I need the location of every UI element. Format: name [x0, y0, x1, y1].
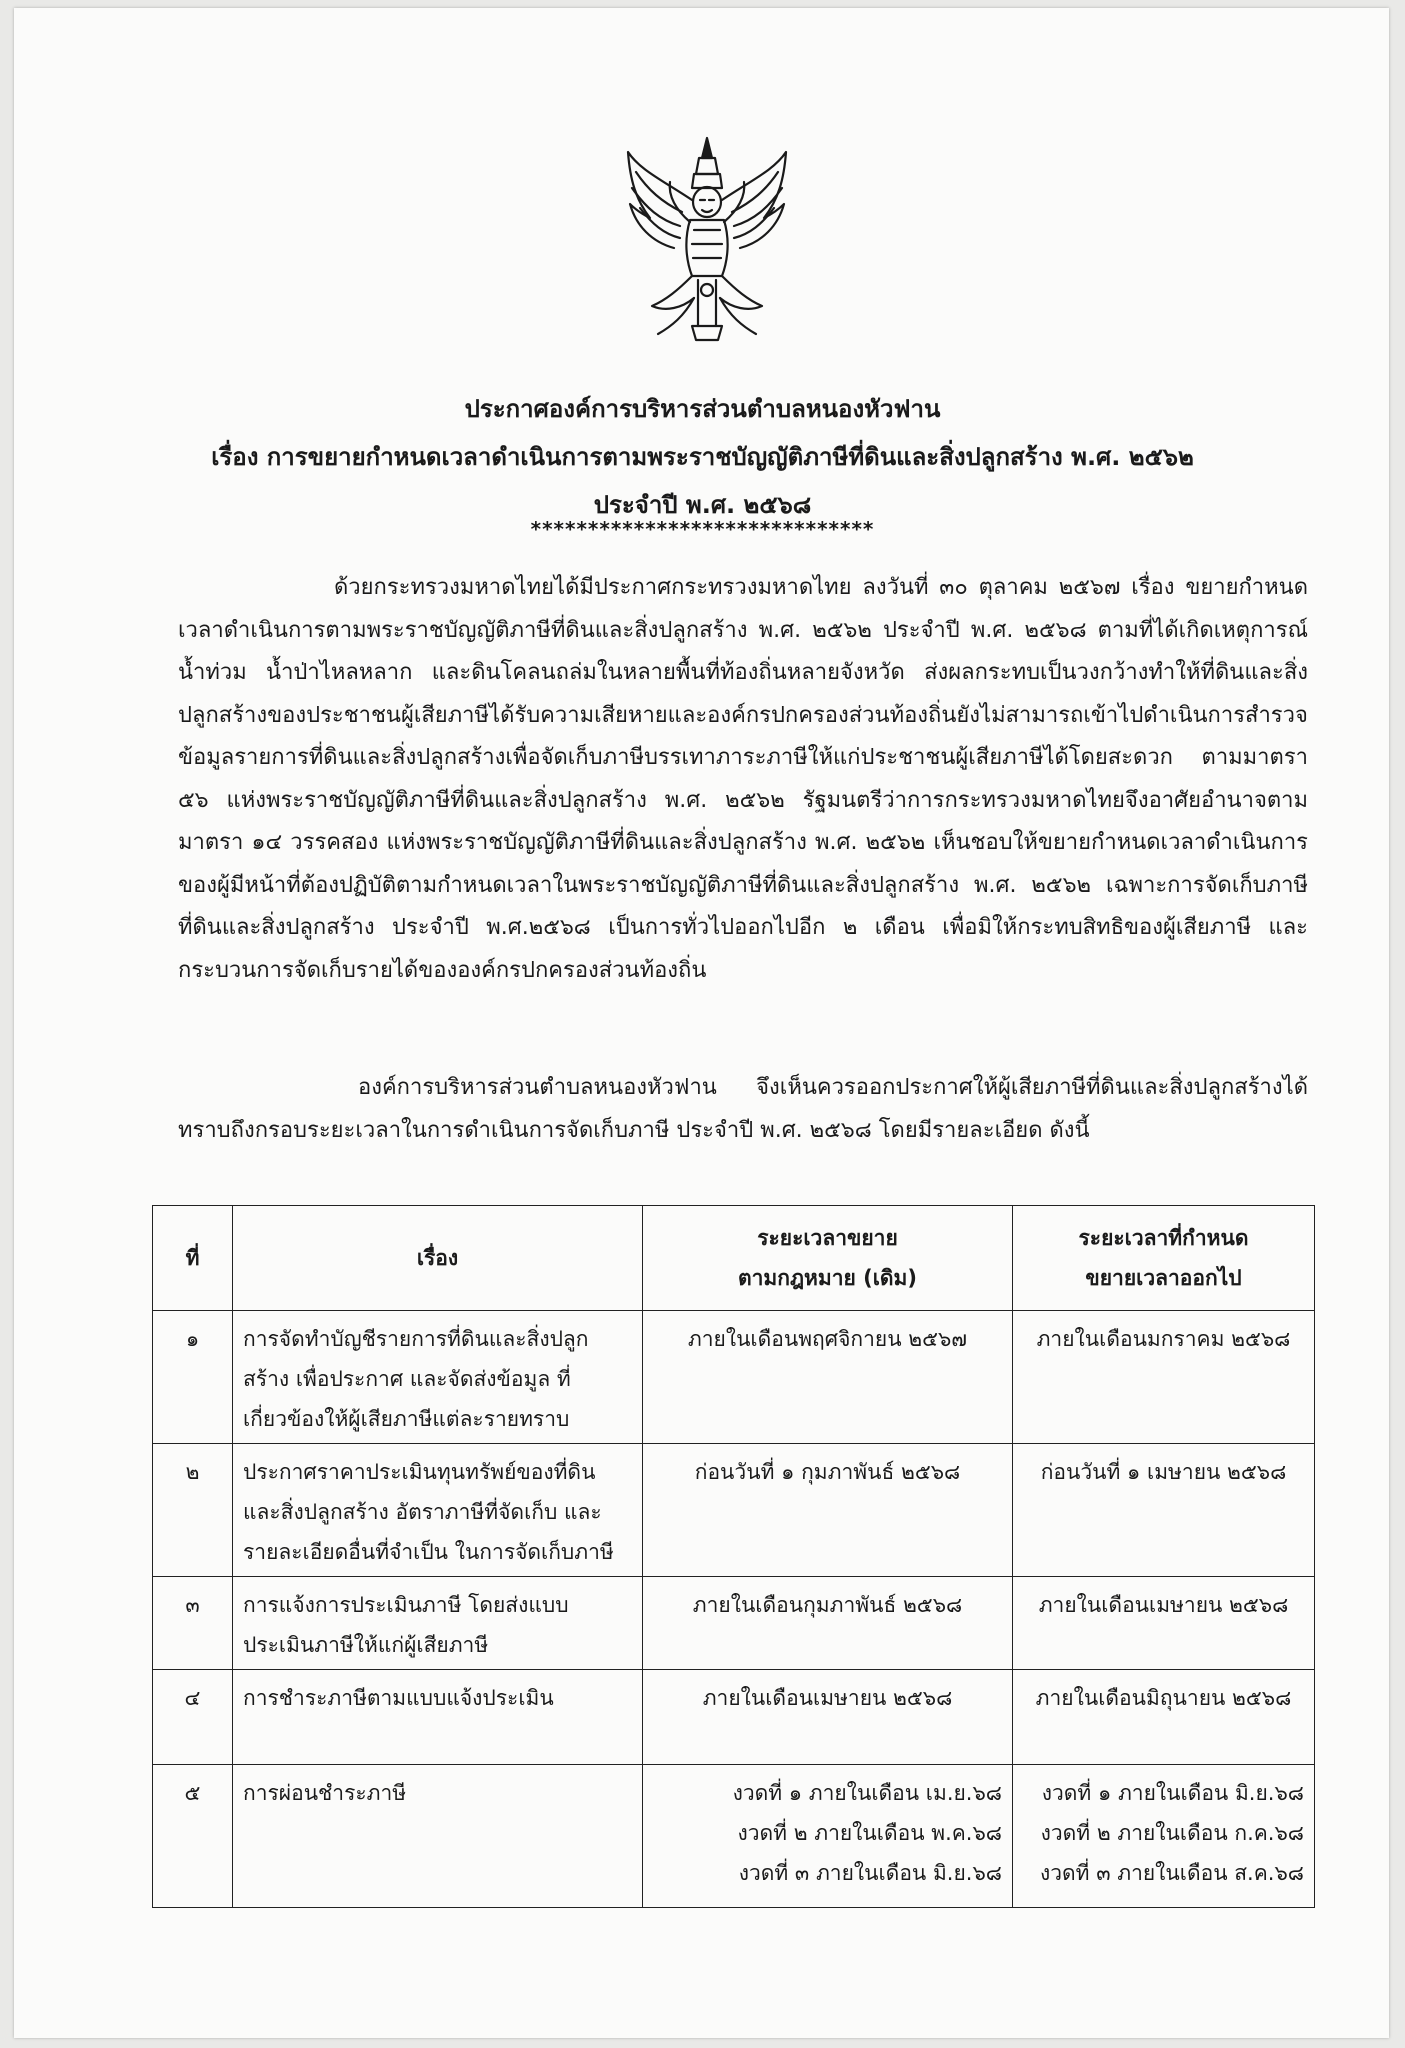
table-row	[153, 1444, 1315, 1577]
garuda-emblem-icon	[622, 130, 792, 345]
row-subject: การผ่อนชำระภาษี	[233, 1765, 643, 1908]
row-subject: การแจ้งการประเมินภาษี โดยส่งแบบประเมินภาษีให้แก่ผู้เสียภาษี	[233, 1577, 643, 1670]
table-header-row	[153, 1206, 1315, 1311]
installment-line: งวดที่ ๒ ภายในเดือน ก.ค.๖๘	[1040, 1821, 1304, 1845]
row-subject: ประกาศราคาประเมินทุนทรัพย์ของที่ดินและสิ่งปลูกสร้าง อัตราภาษีที่จัดเก็บ และรายละเอียดอื่นที่จำเป็น ในการจัดเก็บภาษี	[233, 1444, 643, 1577]
col-header-legal-line1: ระยะเวลาขยาย	[757, 1226, 898, 1250]
table-row	[153, 1311, 1315, 1444]
col-header-no: ที่	[153, 1206, 233, 1311]
installment-line: งวดที่ ๒ ภายในเดือน พ.ค.๖๘	[737, 1821, 1002, 1845]
row-number: ๕	[153, 1765, 233, 1908]
row-legal-installments	[643, 1765, 1013, 1908]
row-extended-deadline: ภายในเดือนมกราคม ๒๕๖๘	[1013, 1311, 1315, 1444]
body-paragraph-2: องค์การบริหารส่วนตำบลหนองหัวฟาน จึงเห็นควรออกประกาศให้ผู้เสียภาษีที่ดินและสิ่งปลูกสร้างได้ทราบถึงกรอบระยะเวลาในการดำเนินการจัดเก็บภาษี ประจำปี พ.ศ. ๒๕๖๘ โดยมีรายละเอียด ดังนี้	[178, 1075, 1308, 1143]
body-paragraph-1: ด้วยกระทรวงมหาดไทยได้มีประกาศกระทรวงมหาดไทย ลงวันที่ ๓๐ ตุลาคม ๒๕๖๗ เรื่อง ขยายกำหนดเวลาดำเนินการตามพระราชบัญญัติภาษีที่ดินและสิ่งปลูกสร้าง พ.ศ. ๒๕๖๒ ประจำปี พ.ศ. ๒๕๖๘ ตามที่ได้เกิดเหตุการณ์น้ำท่วม น้ำป่าไหลหลาก และดินโคลนถล่มในหลายพื้นที่ท้องถิ่นหลายจังหวัด ส่งผลกระทบเป็นวงกว้างทำให้ที่ดินและสิ่งปลูกสร้างของประชาชนผู้เสียภาษีได้รับความเสียหายและองค์กรปกครองส่วนท้องถิ่นยังไม่สามารถเข้าไปดำเนินการสำรวจข้อมูลรายการที่ดินและสิ่งปลูกสร้างเพื่อจัดเก็บภาษีบรรเทาภาระภาษีให้แก่ประชาชนผู้เสียภาษีได้โดยสะดวก ตามมาตรา ๕๖ แห่งพระราชบัญญัติภาษีที่ดินและสิ่งปลูกสร้าง พ.ศ. ๒๕๖๒ รัฐมนตรีว่าการกระทรวงมหาดไทยจึงอาศัยอำนาจตามมาตรา ๑๔ วรรคสอง แห่งพระราชบัญญัติภาษีที่ดินและสิ่งปลูกสร้าง พ.ศ. ๒๕๖๒ เห็นชอบให้ขยายกำหนดเวลาดำเนินการของผู้มีหน้าที่ต้องปฏิบัติตามกำหนดเวลาในพระราชบัญญัติภาษีที่ดินและสิ่งปลูกสร้าง พ.ศ. ๒๕๖๒ เฉพาะการจัดเก็บภาษีที่ดินและสิ่งปลูกสร้าง ประจำปี พ.ศ.๒๕๖๘ เป็นการทั่วไปออกไปอีก ๒ เดือน เพื่อมิให้กระทบสิทธิของผู้เสียภาษี และกระบวนการจัดเก็บรายได้ขององค์กรปกครองส่วนท้องถิ่น	[178, 575, 1308, 983]
row-extended-deadline: ก่อนวันที่ ๑ เมษายน ๒๕๖๘	[1013, 1444, 1315, 1577]
col-header-legal	[643, 1206, 1013, 1311]
row-extended-installments	[1013, 1765, 1315, 1908]
row-extended-deadline: ภายในเดือนมิถุนายน ๒๕๖๘	[1013, 1670, 1315, 1765]
row-legal-deadline: ภายในเดือนกุมภาพันธ์ ๒๕๖๘	[643, 1577, 1013, 1670]
row-legal-deadline: ก่อนวันที่ ๑ กุมภาพันธ์ ๒๕๖๘	[643, 1444, 1013, 1577]
schedule-table	[152, 1205, 1315, 1908]
row-legal-deadline: ภายในเดือนพฤศจิกายน ๒๕๖๗	[643, 1311, 1013, 1444]
row-number: ๓	[153, 1577, 233, 1670]
installment-line: งวดที่ ๓ ภายในเดือน มิ.ย.๖๘	[738, 1861, 1002, 1885]
separator-asterisks: ******************************	[530, 517, 875, 541]
installment-line: งวดที่ ๓ ภายในเดือน ส.ค.๖๘	[1040, 1861, 1304, 1885]
announcement-year: ประจำปี พ.ศ. ๒๕๖๘	[593, 491, 812, 519]
announcement-subject: เรื่อง การขยายกำหนดเวลาดำเนินการตามพระราชบัญญัติภาษีที่ดินและสิ่งปลูกสร้าง พ.ศ. ๒๕๖๒	[211, 443, 1194, 471]
row-legal-deadline: ภายในเดือนเมษายน ๒๕๖๘	[643, 1670, 1013, 1765]
row-number: ๑	[153, 1311, 233, 1444]
col-header-extended-line1: ระยะเวลาที่กำหนด	[1078, 1226, 1249, 1250]
table-row	[153, 1670, 1315, 1765]
row-subject: การชำระภาษีตามแบบแจ้งประเมิน	[233, 1670, 643, 1765]
col-header-legal-line2: ตามกฎหมาย (เดิม)	[737, 1266, 918, 1290]
row-subject: การจัดทำบัญชีรายการที่ดินและสิ่งปลูกสร้าง เพื่อประกาศ และจัดส่งข้อมูล ที่เกี่ยวข้องให้ผู้เสียภาษีแต่ละรายทราบ	[233, 1311, 643, 1444]
col-header-extended	[1013, 1206, 1315, 1311]
installment-line: งวดที่ ๑ ภายในเดือน มิ.ย.๖๘	[1041, 1781, 1304, 1805]
announcement-issuer: ประกาศองค์การบริหารส่วนตำบลหนองหัวฟาน	[464, 395, 941, 423]
col-header-extended-line2: ขยายเวลาออกไป	[1085, 1266, 1242, 1290]
row-number: ๒	[153, 1444, 233, 1577]
installment-line: งวดที่ ๑ ภายในเดือน เม.ย.๖๘	[732, 1781, 1002, 1805]
row-extended-deadline: ภายในเดือนเมษายน ๒๕๖๘	[1013, 1577, 1315, 1670]
col-header-subject: เรื่อง	[233, 1206, 643, 1311]
table-row	[153, 1765, 1315, 1908]
table-row	[153, 1577, 1315, 1670]
row-number: ๔	[153, 1670, 233, 1765]
